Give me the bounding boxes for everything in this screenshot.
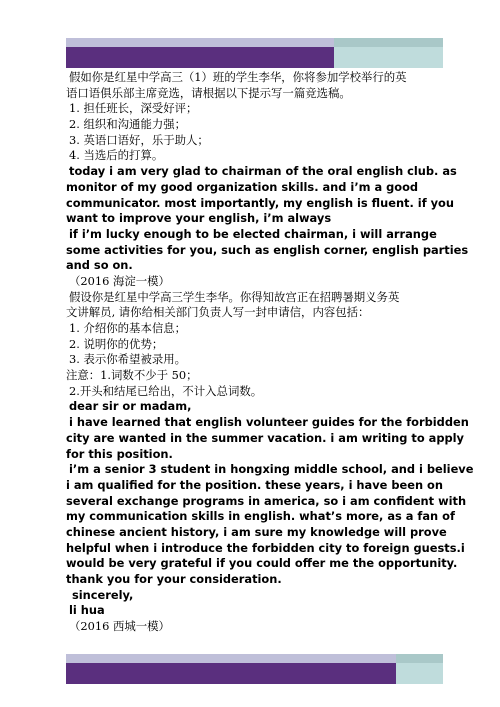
- text-line: 假设你是红星中学高三学生李华。你得知故宫正在招聘暑期义务英: [69, 289, 400, 304]
- band-pale-teal: [334, 47, 443, 68]
- text-line: 3. 英语口语好，乐于助人；: [69, 132, 209, 147]
- text-line: 2.开头和结尾已给出，不计入总词数。: [69, 383, 263, 398]
- text-line: （2016 西城一模）: [69, 619, 170, 634]
- band-purple: [66, 663, 396, 684]
- text-line: my communication skills in english. what’s more, as a fan of: [66, 509, 455, 524]
- text-line: 2. 说明你的优势；: [69, 336, 164, 351]
- document-body: [66, 70, 474, 635]
- bottom-decorative-band: [66, 654, 443, 686]
- text-line: city are wanted in the summer vacation. i am writing to apply: [66, 430, 464, 445]
- text-line: 文讲解员, 请你给相关部门负责人写一封申请信，内容包括：: [66, 305, 370, 320]
- band-purple: [66, 47, 334, 68]
- text-line: 1. 介绍你的基本信息；: [69, 321, 187, 335]
- text-line: sincerely,: [72, 587, 134, 602]
- text-line: monitor of my good organization skills. and i’m a good: [66, 179, 419, 194]
- text-line: 假如你是红星中学高三（1）班的学生李华，你将参加学校举行的英: [69, 70, 407, 84]
- band-light-teal: [334, 38, 443, 47]
- text-line: dear sir or madam,: [69, 399, 192, 414]
- text-line: communicator. most importantly, my english is fluent. if you: [66, 195, 454, 210]
- text-line: li hua: [69, 603, 105, 618]
- band-light-lavender: [66, 654, 396, 663]
- text-line: 语口语俱乐部主席竞选，请根据以下提示写一篇竞选稿。: [66, 85, 351, 100]
- text-line: several exchange programs in america, so i am confident with: [66, 493, 467, 508]
- text-line: thank you for your consideration.: [66, 572, 282, 586]
- text-line: 注意：1.词数不少于 50；: [66, 368, 198, 383]
- text-line: chinese ancient history, i am sure my knowledge will prove: [66, 524, 447, 539]
- text-line: i’m a senior 3 student in hongxing middle school, and i believe: [69, 462, 474, 477]
- text-line: i have learned that english volunteer guides for the forbidden: [69, 415, 469, 430]
- text-line: and so on.: [66, 258, 133, 273]
- band-light-teal: [396, 654, 443, 663]
- text-line: would be very grateful if you could offer me the opportunity.: [66, 556, 458, 571]
- top-decorative-band: [66, 38, 443, 70]
- text-line: （2016 海淀一模）: [69, 273, 170, 288]
- text-line: 2. 组织和沟通能力强；: [69, 117, 187, 132]
- text-line: helpful when i introduce the forbidden city to foreign guests.i: [66, 540, 465, 555]
- text-line: want to improve your english, i’m always: [66, 211, 332, 226]
- text-line: 3. 表示你希望被录用。: [69, 352, 187, 367]
- text-line: 1. 担任班长，深受好评；: [69, 101, 198, 116]
- text-line: for this position.: [66, 446, 173, 461]
- text-line: some activities for you, such as english corner, english parties: [66, 242, 469, 257]
- text-line: 4. 当选后的打算。: [69, 148, 164, 163]
- band-pale-teal: [396, 663, 443, 684]
- text-line: i am qualified for the position. these years, i have been on: [66, 477, 443, 492]
- text-line: if i’m lucky enough to be elected chairman, i will arrange: [69, 226, 437, 241]
- band-light-lavender: [66, 38, 334, 47]
- text-line: today i am very glad to chairman of the oral english club. as: [69, 164, 457, 179]
